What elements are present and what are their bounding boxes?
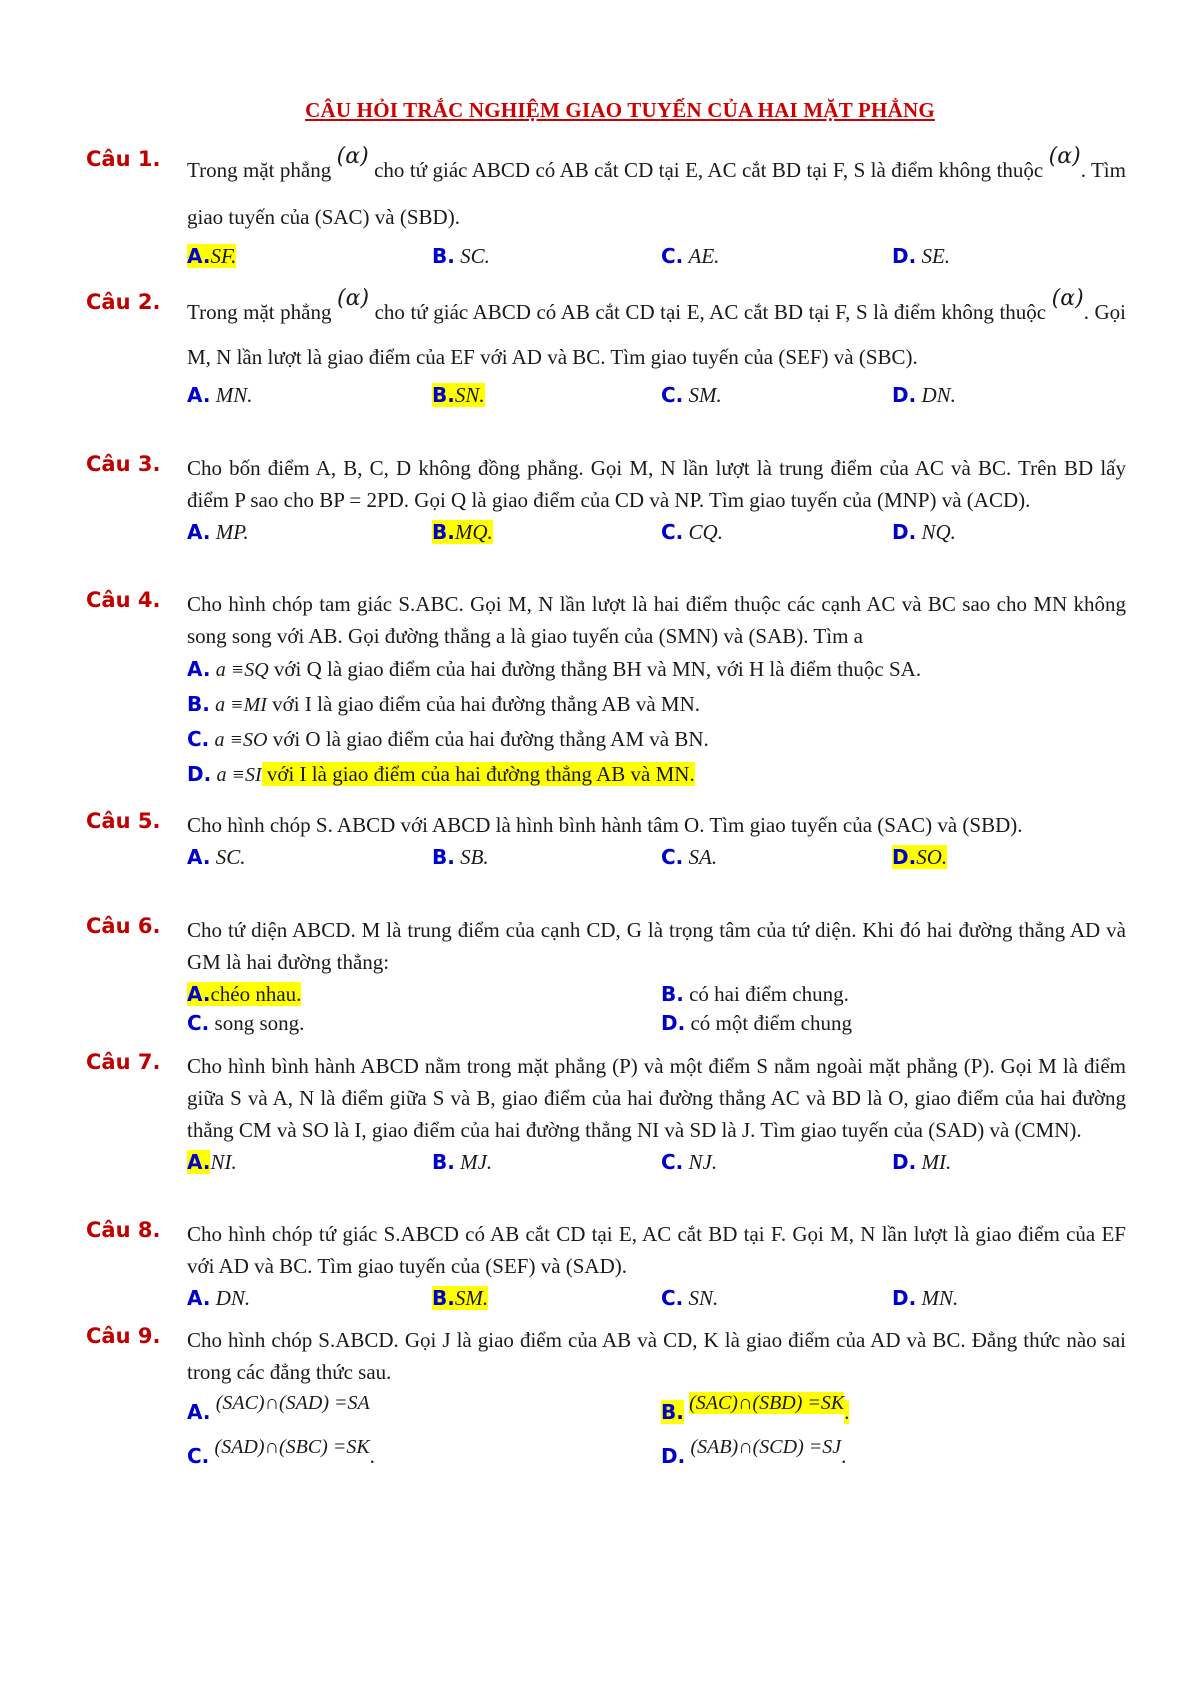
options-row [187, 1007, 1126, 1036]
option-a[interactable]: A. (SAC)∩(SAD) =SA [187, 1392, 370, 1424]
option-c[interactable]: C. (SAD)∩(SBC) =SK. [187, 1436, 375, 1468]
option-d[interactable]: D. SE. [892, 244, 951, 268]
options-row [187, 978, 1126, 1007]
option-c[interactable]: C. AE. [661, 244, 720, 268]
question-label: Câu 1. [86, 147, 161, 171]
question-2 [86, 286, 1126, 411]
option-a[interactable]: A.SF. [187, 244, 237, 268]
option-c[interactable]: C. SN. [661, 1286, 719, 1310]
question-9 [86, 1324, 1126, 1480]
option-b[interactable]: B. SC. [432, 244, 490, 268]
alpha-symbol: (α) [336, 144, 369, 169]
option-c[interactable]: C. a ≡SO với O là giao điểm của hai đường thẳng AM và BN. [187, 727, 709, 751]
option-c[interactable]: C. NJ. [661, 1150, 718, 1174]
option-d[interactable]: D. MN. [892, 1286, 959, 1310]
option-d[interactable]: D. NQ. [892, 520, 956, 544]
option-d[interactable]: D. DN. [892, 383, 956, 407]
option-a[interactable]: A.NI. [187, 1150, 237, 1174]
option-b[interactable]: B. SB. [432, 845, 489, 869]
alpha-symbol: (α) [1048, 144, 1081, 169]
option-c[interactable]: C. CQ. [661, 520, 723, 544]
question-6 [86, 914, 1126, 1036]
options-row [187, 240, 1126, 272]
options-row [187, 1282, 1126, 1314]
question-text: Cho hình chóp S. ABCD với ABCD là hình bình hành tâm O. Tìm giao tuyến của (SAC) và (SBD). [187, 813, 1023, 837]
question-text: Trong mặt phẳng (α) cho tứ giác ABCD có AB cắt CD tại E, AC cắt BD tại F, S là điểm không thuộc (α). Tìm giao tuyến của (SAC) và (SBD). [187, 144, 1126, 229]
question-label: Câu 4. [86, 588, 161, 612]
question-8 [86, 1218, 1126, 1314]
question-label: Câu 9. [86, 1324, 161, 1348]
question-label: Câu 7. [86, 1050, 161, 1074]
option-b[interactable]: B.MQ. [432, 520, 493, 544]
alpha-symbol: (α) [1051, 286, 1084, 311]
question-4 [86, 588, 1126, 792]
option-b[interactable]: B.SN. [432, 383, 485, 407]
option-b[interactable]: B. a ≡MI với I là giao điểm của hai đường thẳng AB và MN. [187, 692, 701, 716]
question-text: Cho hình chóp tứ giác S.ABCD có AB cắt CD tại E, AC cắt BD tại F. Gọi M, N lần lượt là giao điểm của EF với AD và BC. Tìm giao tuyến của (SEF) và (SAD). [187, 1222, 1126, 1278]
question-1 [86, 144, 1126, 272]
question-label: Câu 6. [86, 914, 161, 938]
question-label: Câu 8. [86, 1218, 161, 1242]
option-a[interactable]: A. SC. [187, 845, 246, 869]
option-a[interactable]: A.chéo nhau. [187, 982, 302, 1006]
option-b[interactable]: B.SM. [432, 1286, 489, 1310]
question-label: Câu 5. [86, 809, 161, 833]
question-text: Cho hình chóp tam giác S.ABC. Gọi M, N lần lượt là hai điểm thuộc các cạnh AC và BC sao cho MN không song song với AB. Gọi đường thẳng a là giao tuyến của (SMN) và (SAB). Tìm a [187, 592, 1126, 648]
option-d[interactable]: D. có một điểm chung [661, 1011, 853, 1035]
option-d[interactable]: D.SO. [892, 845, 948, 869]
question-text: Cho tứ diện ABCD. M là trung điểm của cạnh CD, G là trọng tâm của tứ diện. Khi đó hai đường thẳng AD và GM là hai đường thẳng: [187, 918, 1126, 974]
question-label: Câu 3. [86, 452, 161, 476]
options-row [187, 1434, 1126, 1480]
question-5 [86, 809, 1126, 873]
option-a[interactable]: A. a ≡SQ với Q là giao điểm của hai đường thẳng BH và MN, với H là điểm thuộc SA. [187, 657, 922, 681]
options-row [187, 1388, 1126, 1434]
option-b[interactable]: B. có hai điểm chung. [661, 982, 849, 1006]
option-d[interactable]: D. (SAB)∩(SCD) =SJ. [661, 1436, 847, 1468]
option-d[interactable]: D. MI. [892, 1150, 952, 1174]
alpha-symbol: (α) [337, 286, 370, 311]
question-text: Cho hình chóp S.ABCD. Gọi J là giao điểm của AB và CD, K là giao điểm của AD và BC. Đẳng thức nào sai trong các đẳng thức sau. [187, 1328, 1126, 1384]
question-label: Câu 2. [86, 290, 161, 314]
option-a[interactable]: A. MN. [187, 383, 253, 407]
question-text: Cho bốn điểm A, B, C, D không đồng phẳng. Gọi M, N lần lượt là trung điểm của AC và BC. Trên BD lấy điểm P sao cho BP = 2PD. Gọi Q là giao điểm của CD và NP. Tìm giao tuyến của (MNP) và (ACD). [187, 456, 1126, 512]
options-row [187, 379, 1126, 411]
options-row [187, 1146, 1126, 1178]
option-c[interactable]: C. SM. [661, 383, 722, 407]
option-b[interactable]: B. MJ. [432, 1150, 493, 1174]
option-a[interactable]: A. MP. [187, 520, 249, 544]
option-b[interactable]: B. (SAC)∩(SBD) =SK. [661, 1392, 850, 1424]
options-row [187, 841, 1126, 873]
option-c[interactable]: C. song song. [187, 1011, 305, 1035]
option-a[interactable]: A. DN. [187, 1286, 251, 1310]
question-3 [86, 452, 1126, 548]
option-c[interactable]: C. SA. [661, 845, 718, 869]
question-text: Trong mặt phẳng (α) cho tứ giác ABCD có AB cắt CD tại E, AC cắt BD tại F, S là điểm không thuộc (α). Gọi M, N lần lượt là giao điểm của EF với AD và BC. Tìm giao tuyến của (SEF) và (SBC). [187, 286, 1126, 369]
page-title: CÂU HỎI TRẮC NGHIỆM GIAO TUYẾN CỦA HAI MẶT PHẲNG [305, 98, 935, 122]
options-row [187, 516, 1126, 548]
option-d[interactable]: D. a ≡SI với I là giao điểm của hai đường thẳng AB và MN. [187, 762, 695, 786]
question-text: Cho hình bình hành ABCD nằm trong mặt phẳng (P) và một điểm S nằm ngoài mặt phẳng (P). Gọi M là điểm giữa S và A, N là điểm giữa S và B, giao điểm của hai đường thẳng AC và BD là O, giao điểm của hai đường thẳng CM và SO là I, giao điểm của hai đường thẳng NI và SD là J. Tìm giao tuyến của (SAD) và (CMN). [187, 1054, 1126, 1142]
question-7 [86, 1050, 1126, 1178]
